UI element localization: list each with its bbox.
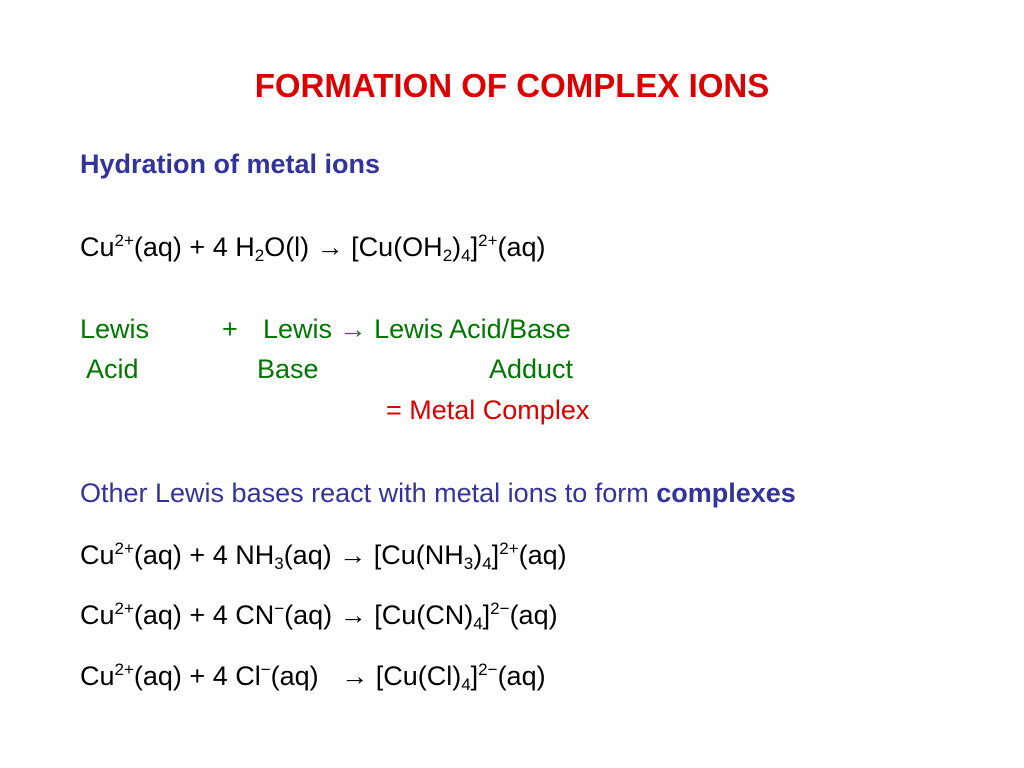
eq-text: [Cu(NH <box>366 540 464 570</box>
lewis-text: Lewis Acid/Base <box>374 314 571 344</box>
complexes-keyword: complexes <box>656 478 796 508</box>
eq-subscript: 4 <box>473 614 483 633</box>
eq-subscript: 2 <box>254 246 265 265</box>
section-heading: Hydration of metal ions <box>80 149 381 179</box>
eq-superscript: 2+ <box>114 231 134 250</box>
eq-superscript: − <box>260 660 271 679</box>
eq-text: (aq) <box>509 600 558 630</box>
eq-text: (aq) + 4 CN <box>133 600 275 630</box>
eq-subscript: 4 <box>461 246 471 265</box>
eq-text: ) <box>452 232 462 262</box>
reaction-arrow-icon: → <box>339 540 367 570</box>
eq-text: ] <box>491 540 500 570</box>
equation-ammonia <box>80 539 567 571</box>
eq-text: [Cu(Cl) <box>368 661 462 691</box>
reaction-arrow-icon: → <box>316 232 344 262</box>
lewis-acid-label: Lewis <box>80 314 150 344</box>
eq-text: (aq) <box>283 540 340 570</box>
eq-text: O(l) <box>264 232 317 262</box>
eq-text: Cu <box>80 600 115 630</box>
eq-text: (aq) <box>284 600 340 630</box>
eq-text: [Cu(OH <box>343 232 443 262</box>
eq-superscript: 2+ <box>114 539 134 558</box>
eq-text: (aq) <box>497 661 546 691</box>
eq-superscript: 2− <box>490 599 510 618</box>
other-bases-sentence: Other Lewis bases react with metal ions to form <box>80 478 657 508</box>
eq-text: (aq) <box>270 661 342 691</box>
equation-chloride <box>80 660 546 692</box>
equation-hydration <box>80 231 546 263</box>
reaction-arrow-icon: → <box>339 314 367 344</box>
eq-text: ] <box>470 232 479 262</box>
reaction-arrow-icon: → <box>341 661 369 691</box>
eq-text: ] <box>470 661 479 691</box>
slide-title: FORMATION OF COMPLEX IONS <box>254 67 770 104</box>
eq-superscript: 2− <box>478 660 498 679</box>
base-label: Base <box>257 354 319 384</box>
reaction-arrow-icon: → <box>339 600 367 630</box>
eq-text: Cu <box>80 540 115 570</box>
eq-superscript: − <box>274 599 285 618</box>
eq-text: (aq) <box>518 540 567 570</box>
eq-subscript: 3 <box>463 554 474 573</box>
eq-text: Cu <box>80 661 115 691</box>
eq-superscript: 2+ <box>114 599 134 618</box>
lewis-base-label <box>263 313 571 345</box>
eq-text: ) <box>473 540 483 570</box>
adduct-label: Adduct <box>489 354 574 384</box>
acid-label: Acid <box>86 354 139 384</box>
eq-superscript: 2+ <box>478 231 498 250</box>
eq-superscript: 2+ <box>499 539 519 558</box>
eq-text: [Cu(CN) <box>366 600 474 630</box>
lewis-plus: + <box>222 314 238 344</box>
eq-text: Cu <box>80 232 115 262</box>
eq-subscript: 2 <box>442 246 453 265</box>
lewis-text: Lewis <box>263 314 333 344</box>
eq-subscript: 4 <box>461 675 471 694</box>
eq-superscript: 2+ <box>114 660 134 679</box>
other-bases-text <box>80 477 796 509</box>
metal-complex-label: = Metal Complex <box>386 395 590 425</box>
eq-text: (aq) + 4 H <box>133 232 255 262</box>
eq-text: (aq) + 4 NH <box>133 540 275 570</box>
eq-text: (aq) <box>497 232 546 262</box>
eq-subscript: 4 <box>482 554 492 573</box>
eq-text: (aq) + 4 Cl <box>133 661 261 691</box>
equation-cyanide <box>80 599 558 631</box>
eq-text: ] <box>482 600 491 630</box>
eq-subscript: 3 <box>274 554 284 573</box>
